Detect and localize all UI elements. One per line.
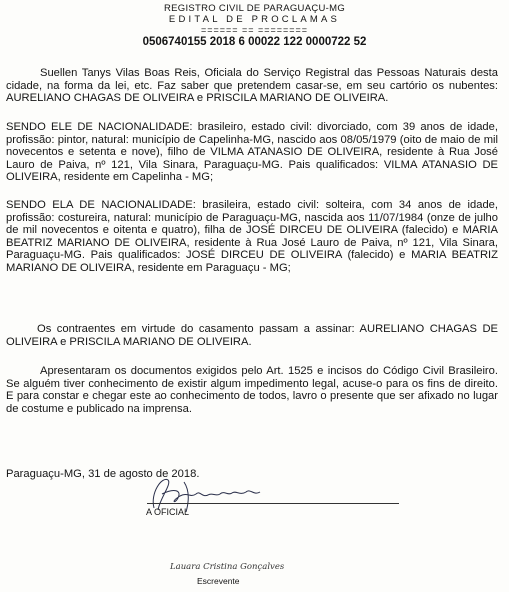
title-underline: ====== == ========	[200, 25, 309, 35]
clerk-role: Escrevente	[197, 576, 240, 586]
bride-paragraph: SENDO ELA DE NACIONALIDADE: brasileira, estado civil: solteira, com 34 anos de idade, profissão: costureira, natural: município de Paraguaçu-MG, nascida aos 11/07/1984 (onze de julho de mil novecentos e oitenta e quatro), filha de JOSÉ DIRCEU DE OLIVEIRA (falecido) e MARIA BEATRIZ MARIANO DE OLIVEIRA, residente à Rua José Lauro de Paiva, nº 121, Vila Sinara, Paraguaçu-MG. Pais qualificados: JOSÉ DIRCEU DE OLIVEIRA (falecido) e MARIA BEATRIZ MARIANO DE OLIVEIRA, residente em Paraguaçu - MG;	[6, 199, 498, 274]
documents-paragraph: Apresentaram os documentos exigidos pelo Art. 1525 e incisos do Código Civil Brasileiro. Se alguém tiver conhecimento de existir algum impedimento legal, acuse-o para os fins de direito. E para constar e chegar este ao conhecimento de todos, lavro o presente que ser afixado no lugar de costume e publicado na imprensa.	[6, 365, 498, 415]
registration-number: 0506740155 2018 6 00022 122 0000722 52	[142, 36, 367, 48]
groom-paragraph: SENDO ELE DE NACIONALIDADE: brasileiro, estado civil: divorciado, com 39 anos de idade, profissão: pintor, natural: município de Capelinha-MG, nascido aos 08/05/1979 (oito de maio de mil novecentos e setenta e nove), filho de VILMA ATANASIO DE OLIVEIRA, residente à Rua José Lauro de Paiva, nº 121, Vila Sinara, Paraguaçu-MG. Pais qualificados: VILMA ATANASIO DE OLIVEIRA, residente em Capelinha - MG;	[6, 121, 498, 184]
place-date: Paraguaçu-MG, 31 de agosto de 2018.	[6, 468, 200, 480]
signature-label: A OFICIAL	[146, 507, 190, 517]
signature-line	[147, 503, 399, 504]
clerk-signature: Lauara Cristina Gonçalves	[170, 562, 285, 572]
intro-paragraph: Suellen Tanys Vilas Boas Reis, Oficiala do Serviço Registral das Pessoas Naturais desta cidade, na forma da lei, etc. Faz saber que pretendem casar-se, em seu cartório os nubentes: AURELIANO CHAGAS DE OLIVEIRA e PRISCILA MARIANO DE OLIVEIRA.	[6, 67, 498, 105]
names-paragraph: Os contraentes em virtude do casamento passam a assinar: AURELIANO CHAGAS DE OLIVEIRA e PRISCILA MARIANO DE OLIVEIRA.	[6, 323, 498, 348]
registry-name: REGISTRO CIVIL DE PARAGUAÇU-MG	[163, 3, 346, 14]
document-title: EDITAL DE PROCLAMAS	[168, 14, 341, 25]
